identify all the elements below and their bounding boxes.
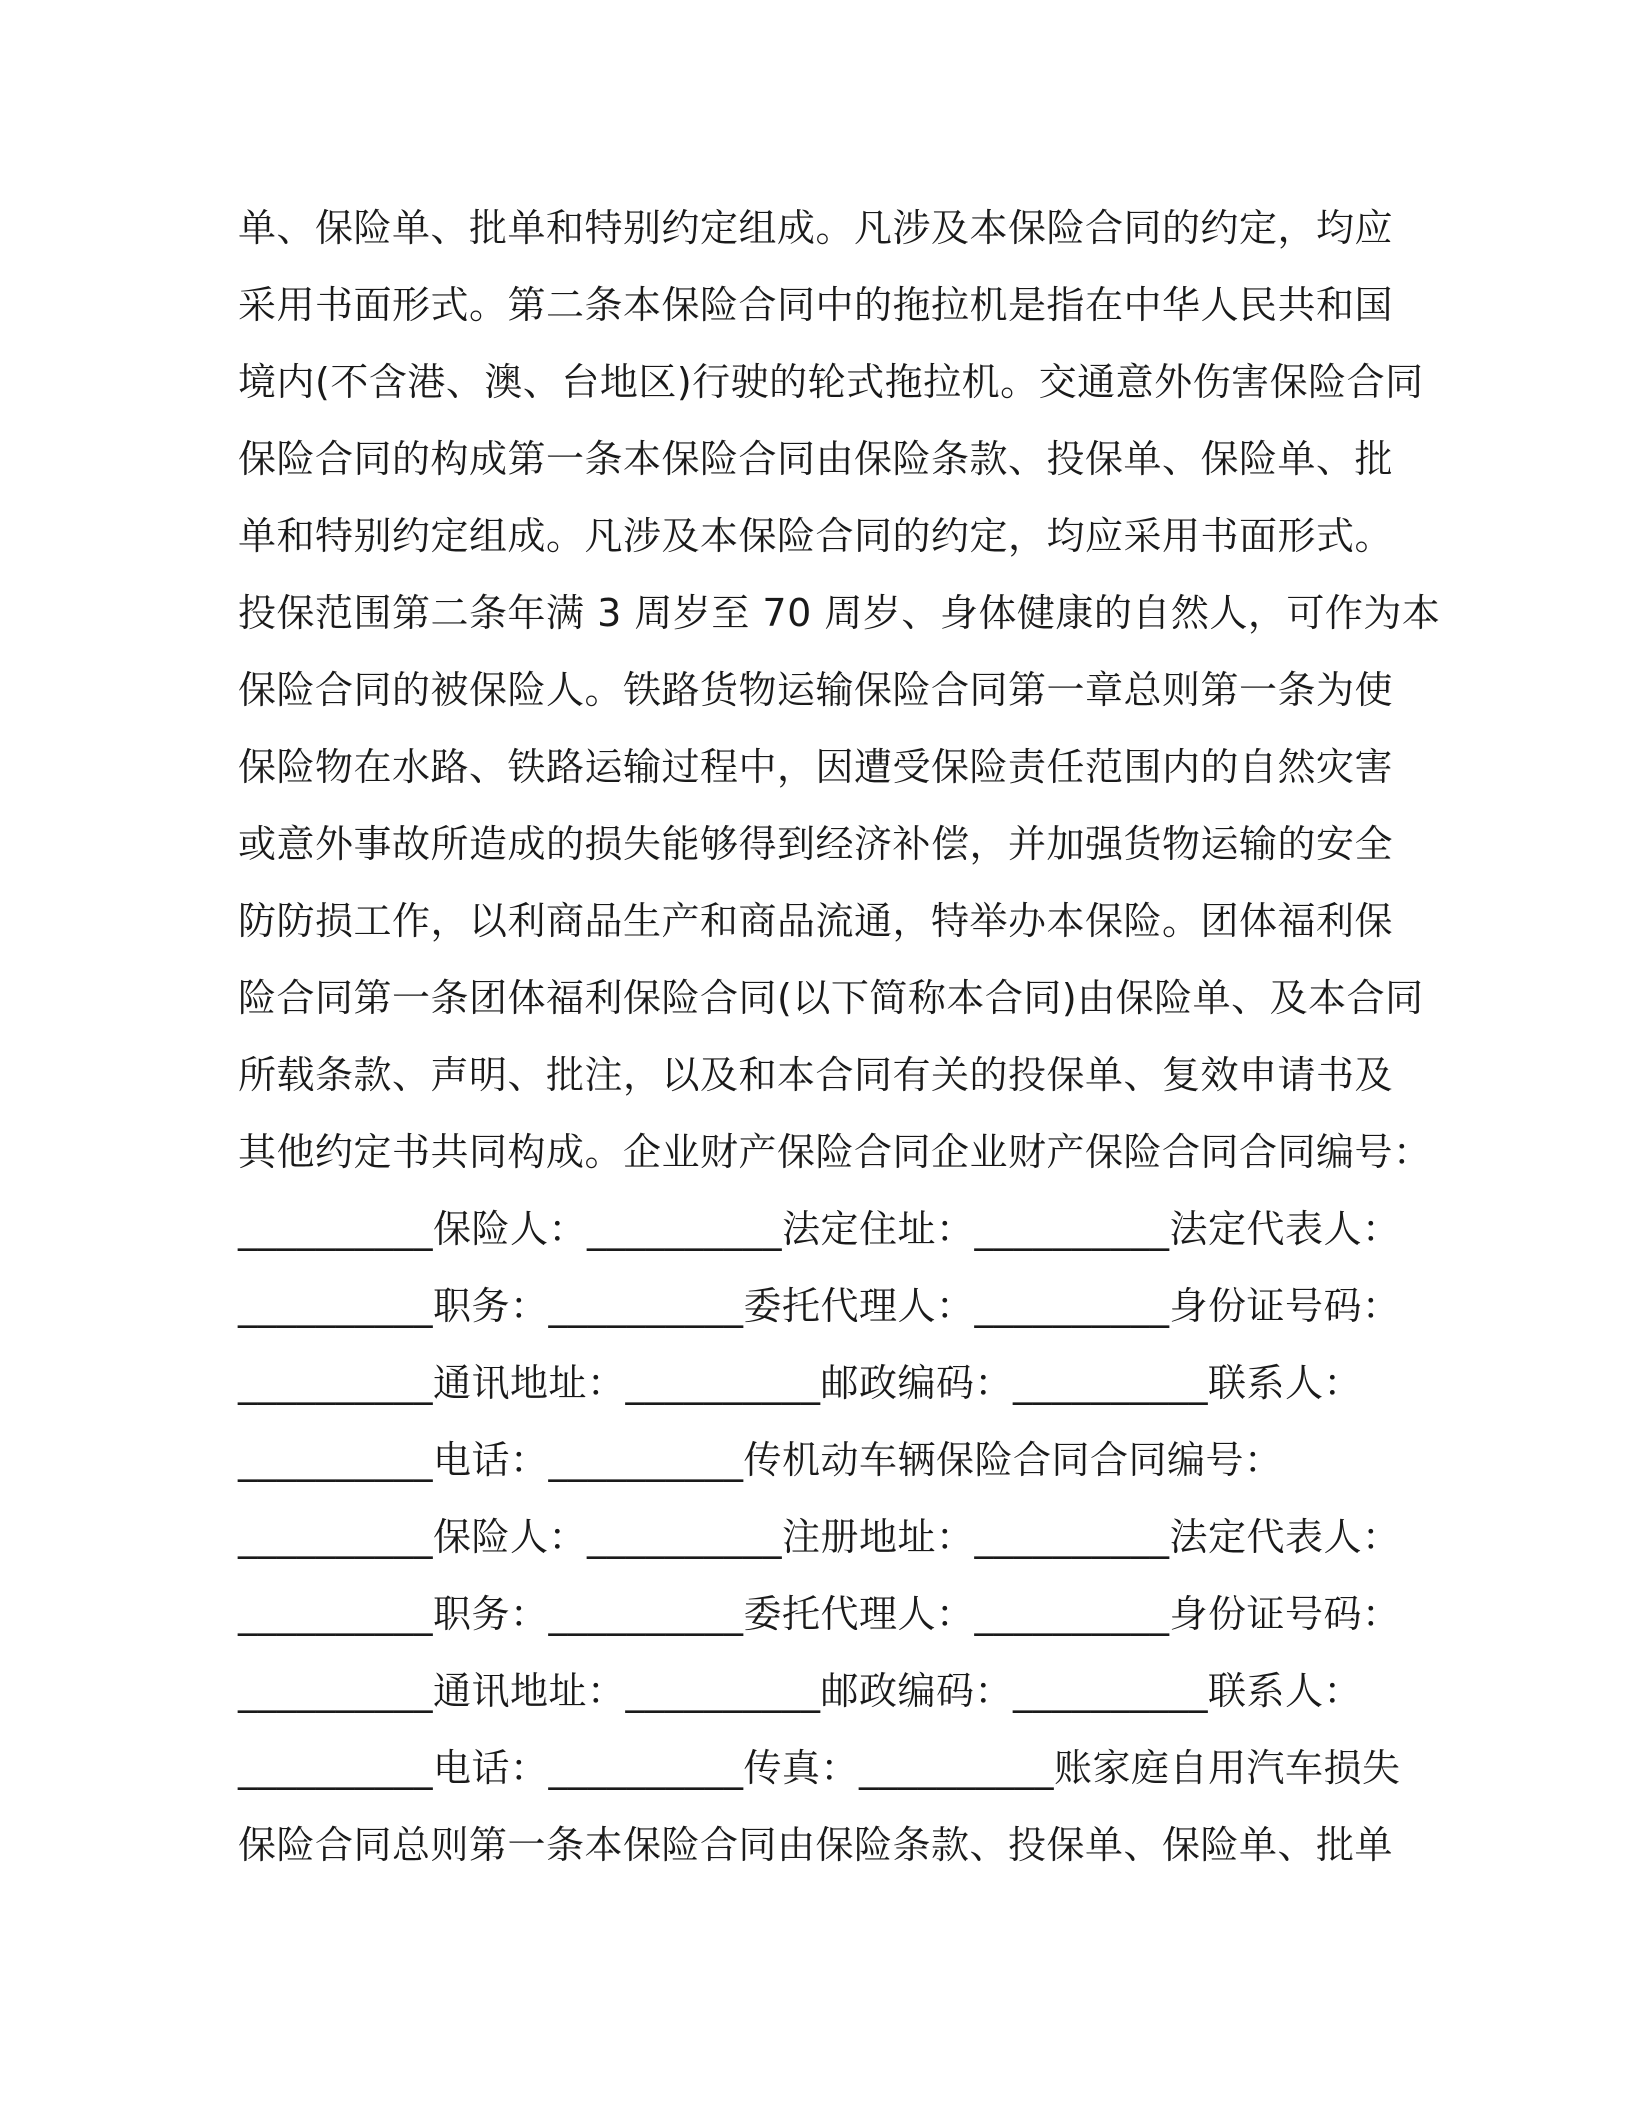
- text-line: 其他约定书共同构成。企业财产保险合同企业财产保险合同合同编号：: [238, 1130, 1432, 1174]
- form-field-line: __________职务：__________委托代理人：__________身份证号码：: [238, 1592, 1401, 1636]
- text-line: 防防损工作，以利商品生产和商品流通，特举办本保险。团体福利保: [238, 899, 1394, 943]
- text-line: 或意外事故所造成的损失能够得到经济补偿，并加强货物运输的安全: [238, 822, 1394, 866]
- form-field-line: __________保险人：__________注册地址：__________法定代表人：: [238, 1515, 1401, 1559]
- text-line: 保险合同总则第一条本保险合同由保险条款、投保单、保险单、批单: [238, 1823, 1394, 1867]
- form-field-line: __________电话：__________传真：__________账家庭自用汽车损失: [238, 1746, 1401, 1790]
- text-line: 保险物在水路、铁路运输过程中，因遭受保险责任范围内的自然灾害: [238, 745, 1394, 789]
- text-line: 境内(不含港、澳、台地区)行驶的轮式拖拉机。交通意外伤害保险合同: [238, 360, 1424, 404]
- text-line: 保险合同的被保险人。铁路货物运输保险合同第一章总则第一条为使: [238, 668, 1394, 712]
- text-line: 投保范围第二条年满 3 周岁至 70 周岁、身体健康的自然人，可作为本: [238, 591, 1441, 635]
- text-line: 单、保险单、批单和特别约定组成。凡涉及本保险合同的约定，均应: [238, 206, 1394, 250]
- form-field-line: __________通讯地址：__________邮政编码：__________联系人：: [238, 1669, 1363, 1713]
- form-field-line: __________保险人：__________法定住址：__________法定代表人：: [238, 1207, 1401, 1251]
- form-field-line: __________通讯地址：__________邮政编码：__________联系人：: [238, 1361, 1363, 1405]
- body-text: [238, 190, 1441, 1884]
- text-line: 所载条款、声明、批注，以及和本合同有关的投保单、复效申请书及: [238, 1053, 1394, 1097]
- text-line: 采用书面形式。第二条本保险合同中的拖拉机是指在中华人民共和国: [238, 283, 1394, 327]
- form-field-line: __________职务：__________委托代理人：__________身份证号码：: [238, 1284, 1401, 1328]
- text-line: 单和特别约定组成。凡涉及本保险合同的约定，均应采用书面形式。: [238, 514, 1394, 558]
- text-line: 险合同第一条团体福利保险合同(以下简称本合同)由保险单、及本合同: [238, 976, 1424, 1020]
- text-line: 保险合同的构成第一条本保险合同由保险条款、投保单、保险单、批: [238, 437, 1394, 481]
- form-field-line: __________电话：__________传机动车辆保险合同合同编号：: [238, 1438, 1283, 1482]
